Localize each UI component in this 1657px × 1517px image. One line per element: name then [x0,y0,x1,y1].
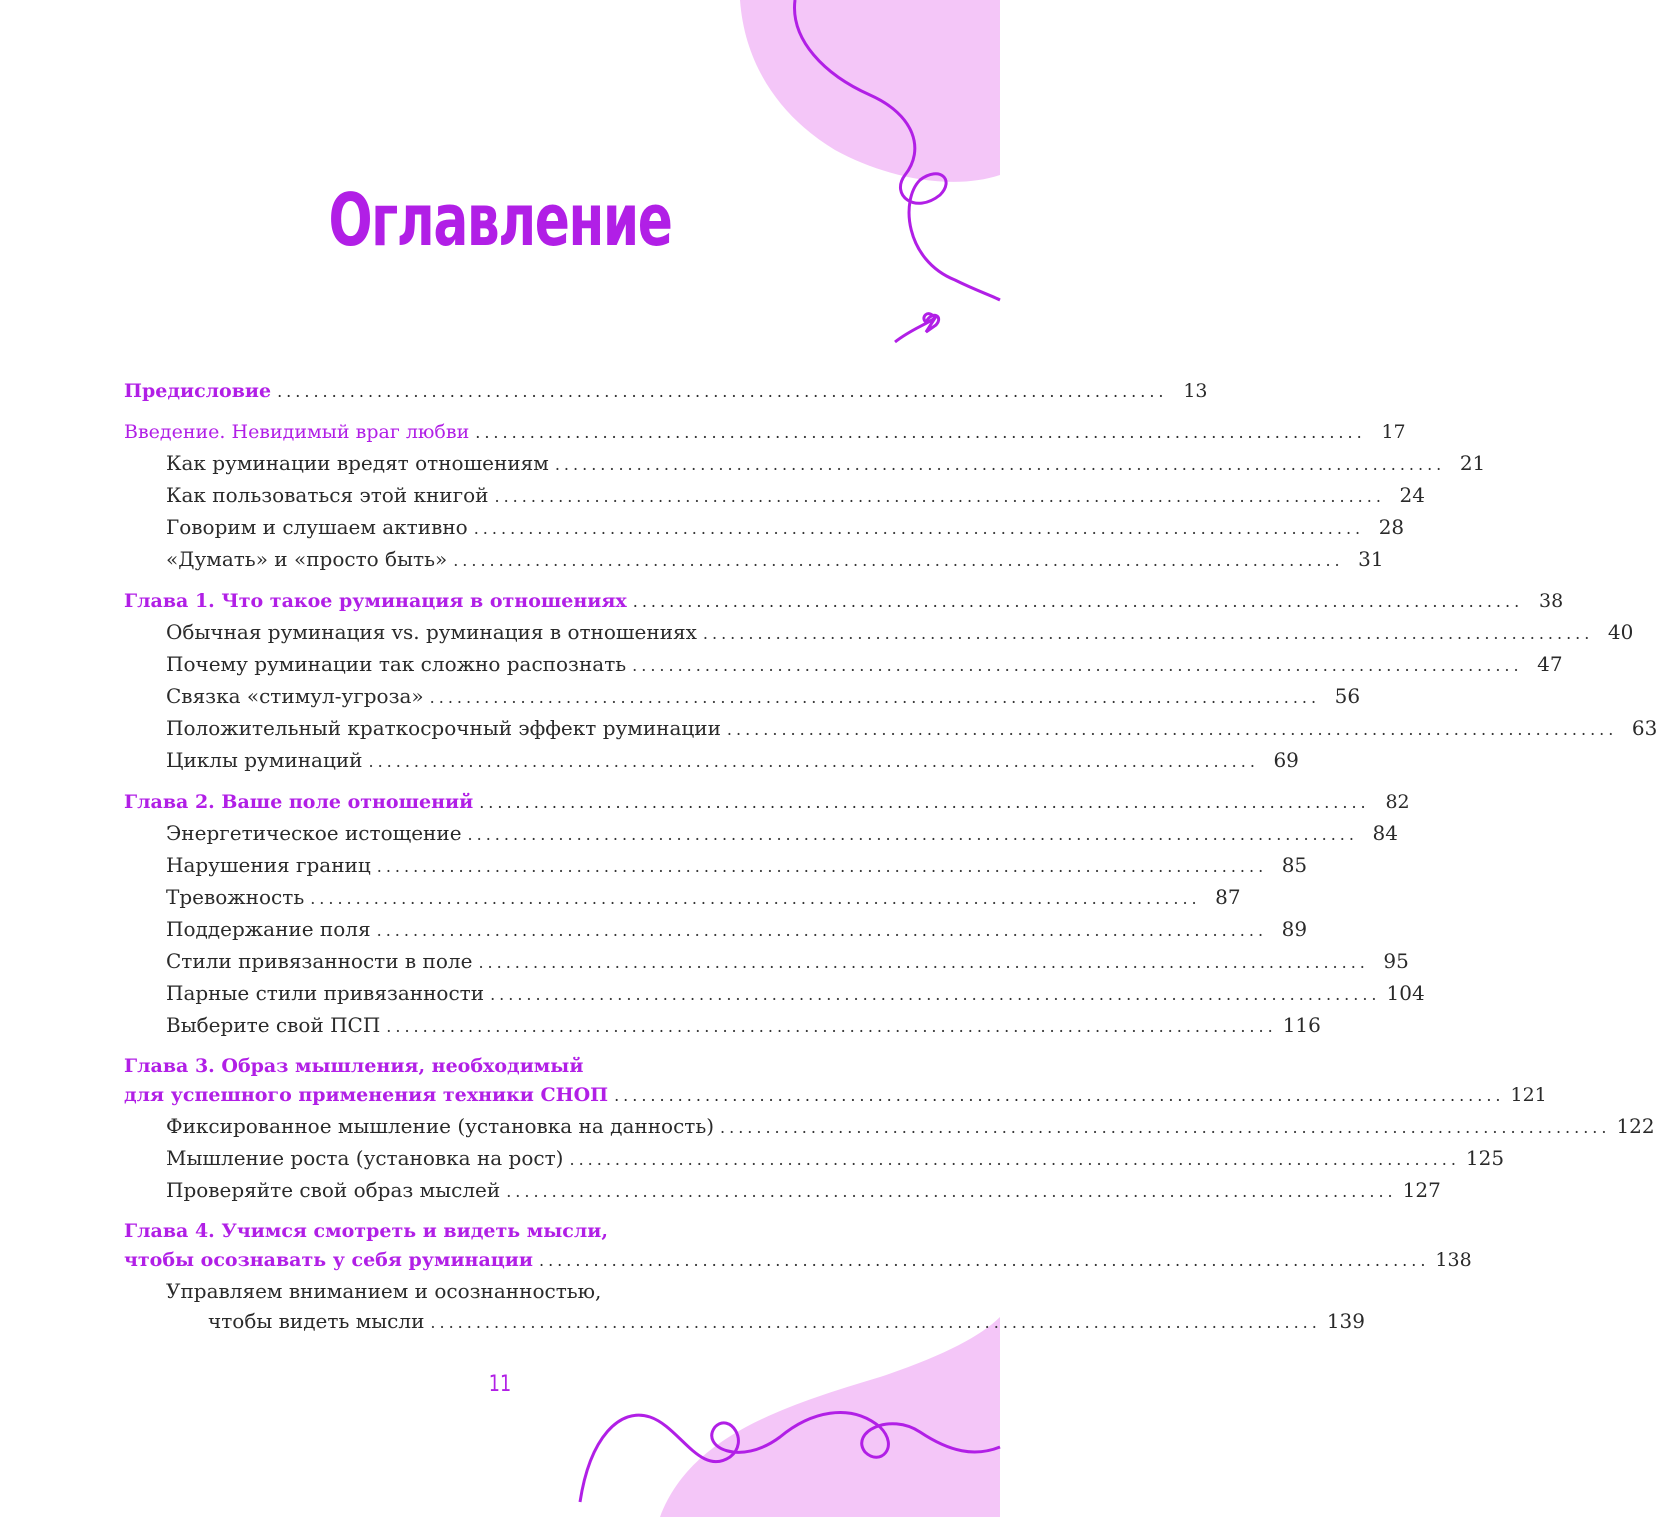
toc-entry[interactable] [124,1080,1547,1111]
entry-page: 121 [1510,1084,1547,1106]
entry-page: 122 [1616,1114,1655,1138]
entry-label: Как руминации вредят отношениям [166,451,549,475]
pink-blob [740,0,1000,182]
entry-label: Проверяйте свой образ мыслей [166,1178,501,1202]
entry-page: 13 [1183,380,1208,402]
toc-entry[interactable] [124,1245,1472,1276]
toc-entry[interactable] [124,1111,1655,1143]
dot-leader: .................................................................................................. [430,1313,1321,1332]
toc-entry-line1[interactable] [124,1276,836,1306]
dot-leader: .................................................................................................. [479,793,1370,812]
entry-label: Циклы руминаций [166,748,363,772]
entry-label: Говорим и слушаем активно [166,515,468,539]
dot-leader: .................................................................................................. [554,455,1446,474]
entry-page: 38 [1538,590,1564,612]
toc-chapter-2 [124,787,1425,1042]
entry-label: Введение. Невидимый враг любви [124,421,470,443]
toc-chapter-4 [124,1217,1472,1338]
toc-chapter-3 [124,1052,1655,1207]
dot-leader: .................................................................................................. [429,688,1321,707]
entry-label: Нарушения границ [166,853,371,877]
entry-page: 84 [1372,821,1398,845]
entry-label: Фиксированное мышление (установка на данность) [166,1114,715,1138]
dot-leader: .................................................................................................. [368,752,1259,771]
entry-label: Почему руминации так сложно распознать [166,652,627,676]
toc-entry[interactable] [124,1010,1321,1042]
entry-label: Обычная руминация vs. руминация в отношениях [166,620,697,644]
dot-leader: .................................................................................................. [376,857,1268,876]
toc-entry[interactable] [124,1143,1505,1175]
toc-entry[interactable] [124,1175,1441,1207]
entry-page: 95 [1383,949,1409,973]
entry-page: 28 [1378,515,1405,539]
entry-label: Тревожность [166,885,305,909]
page-title: Оглавление [328,178,672,262]
entry-label: Стили привязанности в поле [166,949,473,973]
entry-label: Глава 1. Что такое руминация в отношениях [124,590,627,612]
toc-entry[interactable] [124,946,1409,978]
toc-entry[interactable] [124,787,1410,818]
entry-label-line1[interactable]: Глава 4. Учимся смотреть и видеть мысли, [124,1220,608,1242]
entry-page: 63 [1631,716,1657,740]
toc-entry[interactable] [124,417,1406,448]
entry-page: 138 [1435,1249,1472,1271]
entry-page: 40 [1607,620,1634,644]
entry-label: Парные стили привязанности [166,981,485,1005]
toc-entry[interactable] [124,649,1563,681]
dot-leader: .................................................................................................. [506,1182,1397,1201]
dot-leader: .................................................................................................. [569,1150,1460,1169]
toc-entry[interactable] [124,713,1657,745]
toc-entry[interactable] [124,681,1361,713]
entry-label: Мышление роста (установка на рост) [166,1146,564,1170]
toc-chapter-1 [124,586,1657,777]
toc-entry[interactable] [124,1306,1366,1338]
toc-preface [124,376,1208,407]
entry-label: Выберите свой ПСП [166,1013,381,1037]
entry-label: Положительный краткосрочный эффект руминации [166,716,721,740]
dot-leader: .................................................................................................. [702,624,1594,643]
entry-page: 85 [1281,853,1308,877]
entry-page: 125 [1465,1146,1505,1170]
dot-leader: .................................................................................................. [494,487,1385,506]
entry-page: 17 [1381,421,1406,443]
dot-leader: .................................................................................................. [310,889,1201,908]
dot-leader: .................................................................................................. [453,551,1344,570]
entry-page: 69 [1273,748,1299,772]
entry-label: чтобы осознавать у себя руминации [124,1249,533,1271]
toc-entry[interactable] [124,480,1425,512]
entry-label: Предисловие [124,380,272,402]
dot-leader: .................................................................................................. [386,1017,1277,1036]
entry-label: чтобы видеть мысли [208,1309,425,1333]
toc-entry[interactable] [124,586,1564,617]
dot-leader: .................................................................................................. [720,1118,1611,1137]
entry-page: 127 [1402,1178,1441,1202]
dot-leader: .................................................................................................. [376,921,1268,940]
dot-leader: .................................................................................................. [277,382,1168,401]
toc-entry[interactable] [124,978,1425,1010]
toc-entry[interactable] [124,818,1398,850]
table-of-contents [124,376,1657,1348]
heart-icon [895,314,939,342]
dot-leader: .................................................................................................. [490,985,1381,1004]
toc-entry[interactable] [124,617,1634,649]
dot-leader: .................................................................................................. [726,720,1618,739]
dot-leader: .................................................................................................. [632,592,1524,611]
dot-leader: .................................................................................................. [538,1251,1430,1270]
dot-leader: .................................................................................................. [475,423,1366,442]
toc-entry[interactable] [124,512,1405,544]
toc-entry[interactable] [124,745,1299,777]
page-number: 11 [488,1372,512,1397]
entry-label: Связка «стимул-угроза» [166,684,424,708]
toc-entry[interactable] [124,376,1208,407]
dot-leader: .................................................................................................. [614,1086,1505,1105]
entry-label: Управляем вниманием и осознанностью, [166,1279,602,1303]
dot-leader: .................................................................................................. [473,519,1365,538]
entry-page: 21 [1459,451,1486,475]
entry-page: 47 [1537,652,1563,676]
entry-page: 89 [1281,917,1308,941]
entry-label: Глава 2. Ваше поле отношений [124,791,474,813]
entry-page: 31 [1358,547,1384,571]
entry-label: Как пользоваться этой книгой [166,483,489,507]
entry-label: «Думать» и «просто быть» [166,547,448,571]
toc-entry[interactable] [124,544,1384,576]
dot-leader: .................................................................................................. [478,953,1369,972]
toc-entry[interactable] [124,850,1308,882]
toc-entry[interactable] [124,914,1308,946]
toc-entry[interactable] [124,882,1241,914]
entry-page: 139 [1326,1309,1366,1333]
entry-page: 116 [1282,1013,1321,1037]
entry-page: 24 [1399,483,1425,507]
entry-label: для успешного применения техники СНОП [124,1084,609,1106]
entry-page: 104 [1386,981,1425,1005]
dot-leader: .................................................................................................. [632,656,1523,675]
entry-label: Поддержание поля [166,917,371,941]
entry-page: 56 [1334,684,1361,708]
toc-entry[interactable] [124,448,1486,480]
dot-leader: .................................................................................................. [467,825,1358,844]
entry-label-line1[interactable]: Глава 3. Образ мышления, необходимый [124,1055,584,1077]
entry-page: 82 [1385,791,1410,813]
entry-page: 87 [1215,885,1241,909]
entry-label: Энергетическое истощение [166,821,462,845]
toc-intro [124,417,1486,576]
